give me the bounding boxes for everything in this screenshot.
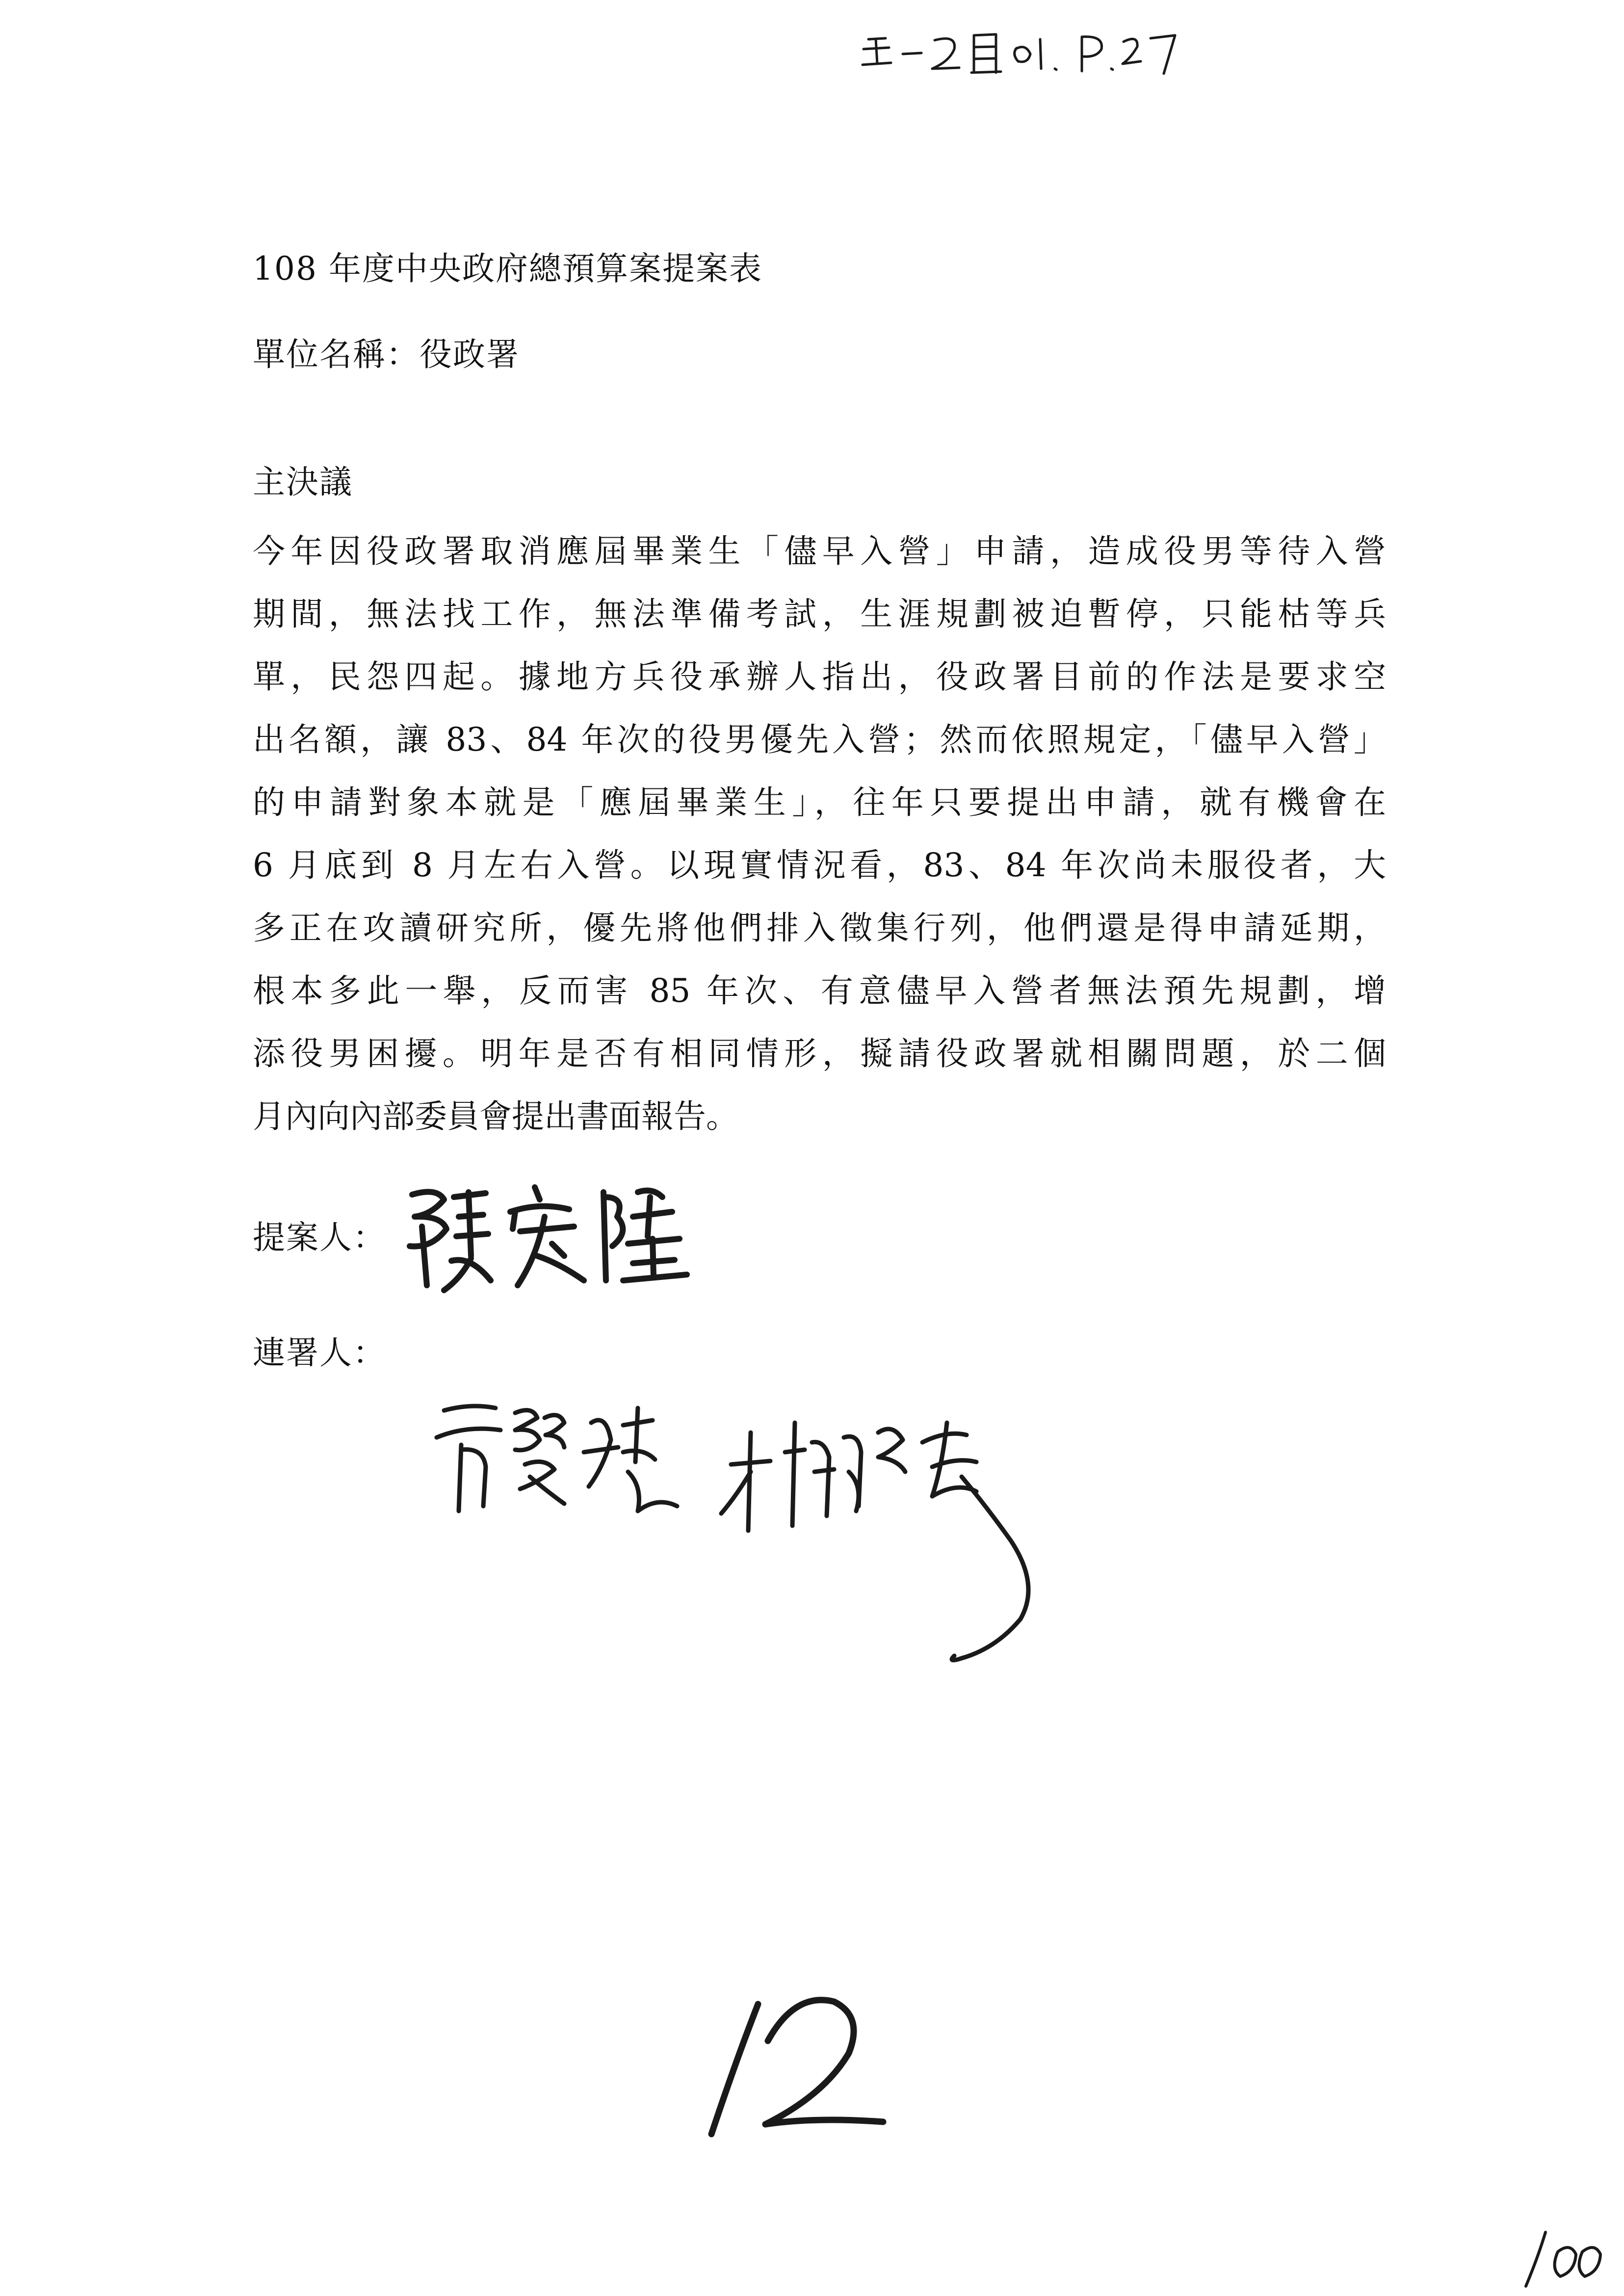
body-line: 添役男困擾。明年是否有相同情形，擬請役政署就相關問題，於二個: [253, 1035, 1386, 1072]
body-line: 月內向內部委員會提出書面報告。: [253, 1097, 738, 1135]
cosigner-signature-1-image: [437, 1406, 677, 1511]
section-heading: 主決議: [253, 463, 353, 501]
body-line: 出名額，讓 83、84 年次的役男優先入營；然而依照規定，「儘早入營」: [253, 721, 1386, 758]
body-line: 根本多此一舉，反而害 85 年次、有意儘早入營者無法預先規劃，增: [253, 972, 1386, 1010]
unit-name-row: [253, 336, 520, 373]
page-number-image: [711, 2000, 883, 2134]
unit-name-label: 單位名稱：: [253, 336, 419, 373]
unit-name-value: 役政署: [419, 336, 520, 373]
proposer-label: 提案人：: [253, 1219, 386, 1256]
corner-number-image: [1526, 2232, 1600, 2286]
body-line: 期間，無法找工作，無法準備考試，生涯規劃被迫暫停，只能枯等兵: [253, 595, 1386, 633]
resolution-body: [253, 520, 1386, 1148]
cosigner-signature-2-image: [721, 1423, 1028, 1660]
body-line: 單，民怨四起。據地方兵役承辦人指出，役政署目前的作法是要求空: [253, 658, 1386, 696]
body-line: 今年因役政署取消應屆畢業生「儘早入營」申請，造成役男等待入營: [253, 532, 1386, 570]
body-line: 多正在攻讀研究所，優先將他們排入徵集行列，他們還是得申請延期，: [253, 909, 1386, 947]
body-line: 6 月底到 8 月左右入營。以現實情況看，83、84 年次尚未服役者，大: [253, 846, 1386, 884]
proposer-signature-image: [410, 1187, 687, 1290]
body-line: 的申請對象本就是「應屆畢業生」，往年只要提出申請，就有機會在: [253, 783, 1386, 821]
cosigner-label: 連署人：: [253, 1334, 386, 1372]
page-title: 108 年度中央政府總預算案提案表: [253, 250, 762, 287]
header-handwritten-note: [863, 34, 1175, 74]
